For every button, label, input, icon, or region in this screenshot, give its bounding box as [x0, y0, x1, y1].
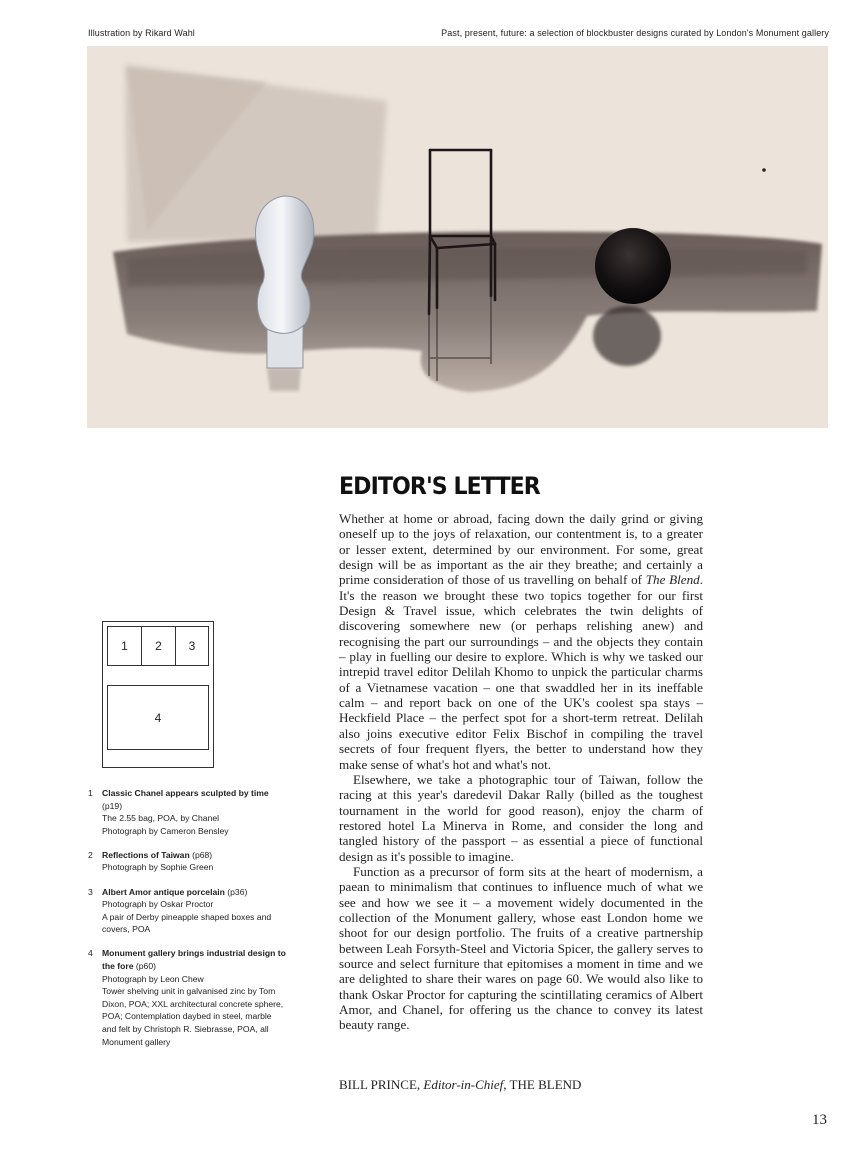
diagram-cell-3: 3	[175, 626, 209, 666]
article-body	[339, 511, 703, 1033]
cover-key-diagram	[102, 621, 214, 768]
vase-reflection	[267, 368, 301, 391]
illustration-credit: Illustration by Rikard Wahl	[88, 28, 195, 38]
cover-captions	[88, 787, 288, 1060]
page-number: 13	[812, 1112, 827, 1128]
diagram-cell-4: 4	[107, 685, 209, 750]
body-paragraph-3: Function as a precursor of form sits at the heart of modernism, a paean to minimalism that continues to influence much of what we see and how we see it – a movement widely documented in the collection of the Monument gallery, whose east London home we shoot for our design portfolio. The fruits of a creative partnership between Leah Forsyth-Steel and Victoria Spicer, the gallery serves to source and select furniture that epitomises a moment in time and we are delighted to share their wares on page 60. We would also like to thank Oskar Proctor for capturing the scintillating ceramics of Albert Amor, and Chanel, for offering us the chance to convey its latest beauty range.	[339, 863, 703, 1033]
caption-item: 1 Classic Chanel appears sculpted by time (p19) The 2.55 bag, POA, by Chanel Photograph by Cameron Bensley	[88, 788, 269, 836]
bird-dot	[762, 168, 766, 172]
diagram-cell-2: 2	[141, 626, 176, 666]
body-paragraph-1: Whether at home or abroad, facing down the daily grind or giving oneself up to the joys of relaxation, our contentment is, to a greater or lesser extent, determined by our environment. For some, great design will be as important as the air they breathe; and certainly a prime consideration of those of us travelling on behalf of The Blend. It's the reason we brought these two topics together for our first Design & Travel issue, which celebrates the twin delights of discovering somewhere new (or perhaps relishing anew) and recognising the part our surroundings – and the objects they contain – play in fuelling our desire to explore. Which is why we tasked our intrepid travel editor Delilah Khomo to unpick the particular charms of a Vietnamese vacation – one that swaddled her in its ineffable calm – and report back on one of the UK's coolest spa stays – Heckfield Place – the perfect spot for a short-term retreat. Delilah also joins executive editor Felix Bischof in compiling the travel secrets of four frequent flyers, the better to understand how they make sense of what's hot and what's not.	[339, 511, 703, 772]
caption-item: 4 Monument gallery brings industrial design to the fore (p60) Photograph by Leon Chew Tower shelving unit in galvanised zinc by Tom Dixon, POA; XXL architectural concrete sphere, POA; Contemplation daybed in steel, marble and felt by Christoph R. Siebrasse, POA, all Monument gallery	[88, 948, 286, 1047]
signature: BILL PRINCE, Editor-in-Chief, THE BLEND	[339, 1077, 582, 1092]
article-title: EDITOR'S LETTER	[339, 472, 540, 500]
sphere	[595, 228, 671, 304]
caption-item: 3 Albert Amor antique porcelain (p36) Photograph by Oskar Proctor A pair of Derby pineapple shaped boxes and covers, POA	[88, 886, 272, 935]
diagram-cell-1: 1	[107, 626, 142, 666]
caption-item: 2 Reflections of Taiwan (p68) Photograph by Sophie Green	[88, 849, 214, 873]
sphere-reflection	[593, 306, 661, 366]
illustration	[87, 46, 828, 428]
body-paragraph-2: Elsewhere, we take a photographic tour of Taiwan, follow the racing at this year's daredevil Dakar Rally (billed as the toughest tournament in the world for good reason), enjoy the charm of restored hotel La Minerva in Rome, and consider the long and tangled history of the passport – as essential a piece of functional design as it's possible to imagine.	[339, 771, 703, 864]
illustration-caption: Past, present, future: a selection of blockbuster designs curated by London's Monument gallery	[441, 28, 829, 38]
publication-name: The Blend	[645, 572, 700, 588]
